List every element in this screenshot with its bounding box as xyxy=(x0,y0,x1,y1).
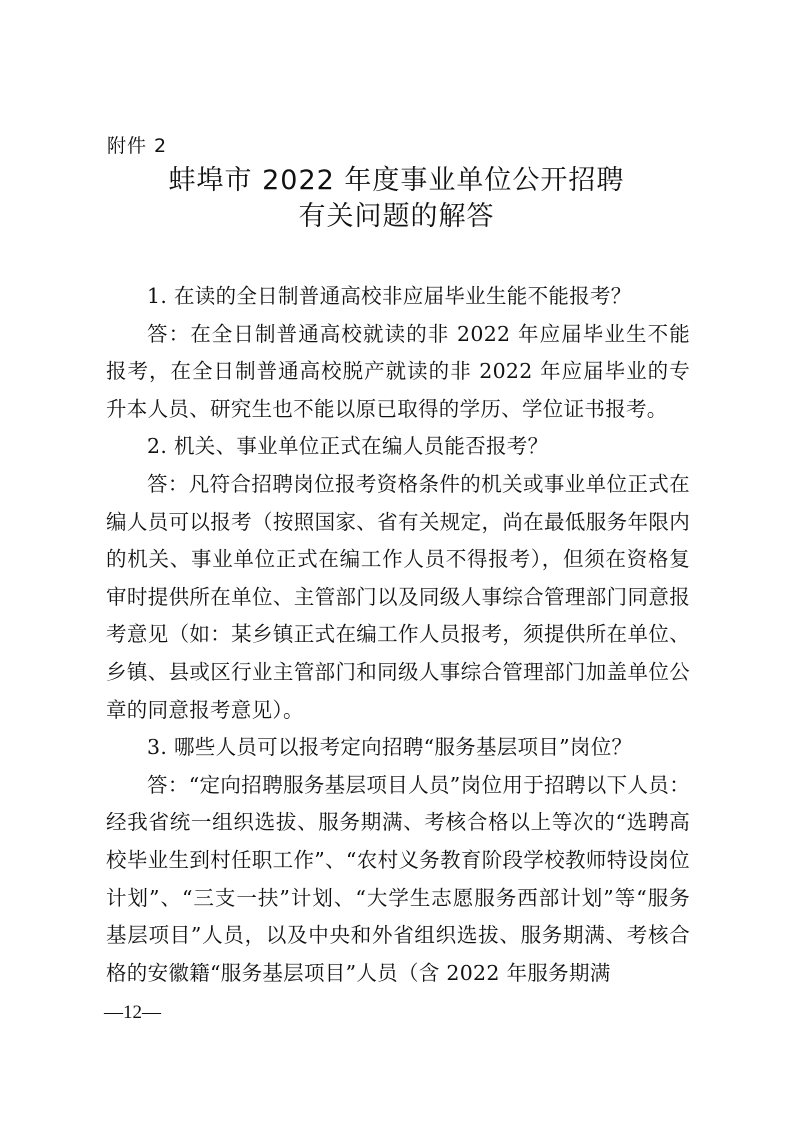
attachment-label: 附件 2 xyxy=(107,135,168,157)
document-title-line-2: 有关问题的解答 xyxy=(298,201,495,232)
question-2: 2. 机关、事业单位正式在编人员能否报考？ xyxy=(147,434,549,459)
answer-3: 答：“定向招聘服务基层项目人员”岗位用于招聘以下人员：经我省统一组织选拔、服务期满、考核合格以上等次的“选聘高校毕业生到村任职工作”、“农村义务教育阶段学校教师特设岗位计划”、“三支一扶”计划、“大学生志愿服务西部计划”等“服务基层项目”人员，以及中央和外省组织选拔、服务期满、考核合格的安徽籍“服务基层项目”人员（含 2022 年服务期满 xyxy=(106,772,690,985)
answer-2: 答：凡符合招聘岗位报考资格条件的机关或事业单位正式在编人员可以报考（按照国家、省有关规定，尚在最低服务年限内的机关、事业单位正式在编工作人员不得报考），但须在资格复审时提供所在单位、主管部门以及同级人事综合管理部门同意报考意见（如：某乡镇正式在编工作人员报考，须提供所在单位、乡镇、县或区行业主管部门和同级人事综合管理部门加盖单位公章的同意报考意见）。 xyxy=(106,471,690,722)
document-title-line-1: 蚌埠市 2022 年度事业单位公开招聘 xyxy=(168,165,625,196)
question-1: 1. 在读的全日制普通高校非应届毕业生能不能报考？ xyxy=(147,284,632,308)
answer-1: 答：在全日制普通高校就读的非 2022 年应届毕业生不能报考，在全日制普通高校脱产就读的非 2022 年应届毕业的专升本人员、研究生也不能以原已取得的学历、学位证书报考。 xyxy=(106,321,690,421)
question-3: 3. 哪些人员可以报考定向招聘“服务基层项目”岗位？ xyxy=(147,735,633,760)
document-body xyxy=(106,278,690,992)
page-number: —12— xyxy=(104,1002,161,1023)
